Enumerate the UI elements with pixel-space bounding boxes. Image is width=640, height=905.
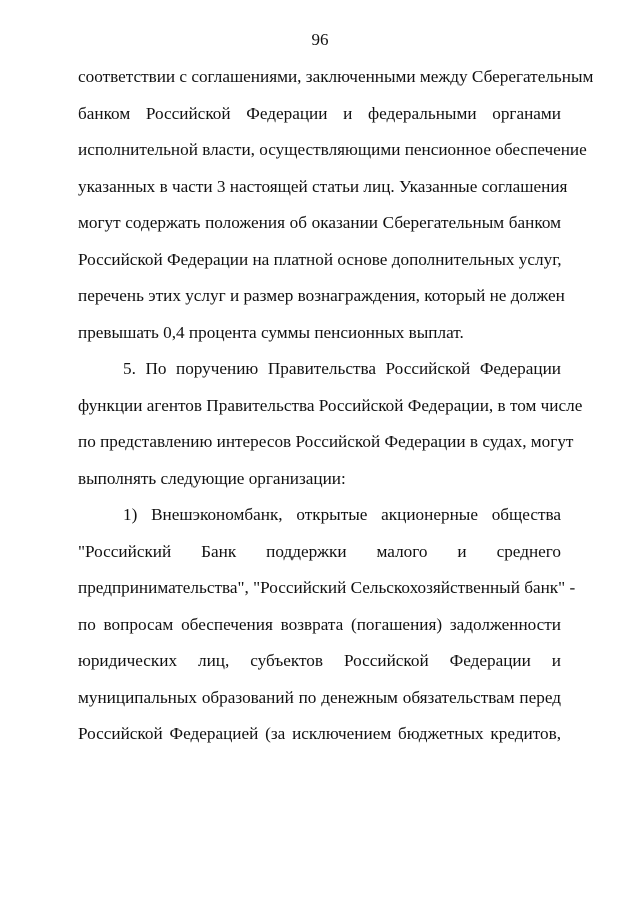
text-line: превышать 0,4 процента суммы пенсионных выплат. xyxy=(78,322,464,342)
text-line: выполнять следующие организации: xyxy=(78,468,346,488)
text-line: 1) Внешэкономбанк, открытые акционерные общества xyxy=(123,505,561,524)
document-body xyxy=(78,66,594,760)
text-line: соответствии с соглашениями, заключенными между Сберегательным xyxy=(78,67,594,86)
text-line: банком Российской Федерации и федеральными органами xyxy=(78,103,561,123)
text-line: могут содержать положения об оказании Сберегательным банком xyxy=(78,213,561,232)
text-line: исполнительной власти, осуществляющими пенсионное обеспечение xyxy=(78,140,587,159)
text-line: "Российский Банк поддержки малого и среднего xyxy=(78,541,561,561)
text-line: юридических лиц, субъектов Российской Федерации и xyxy=(78,651,561,670)
text-line: 5. По поручению Правительства Российской Федерации xyxy=(123,359,561,378)
text-line: Российской Федерацией (за исключением бюджетных кредитов, xyxy=(78,724,561,743)
text-line: по представлению интересов Российской Федерации в судах, могут xyxy=(78,432,574,451)
text-line: указанных в части 3 настоящей статьи лиц. Указанные соглашения xyxy=(78,176,568,196)
text-line: муниципальных образований по денежным обязательствам перед xyxy=(78,687,561,707)
page-number: 96 xyxy=(311,30,329,49)
text-line: функции агентов Правительства Российской Федерации, в том числе xyxy=(78,395,583,415)
text-line: перечень этих услуг и размер вознаграждения, который не должен xyxy=(78,286,565,305)
text-line: предпринимательства", "Российский Сельскохозяйственный банк" - xyxy=(78,578,576,597)
text-line: по вопросам обеспечения возврата (погашения) задолженности xyxy=(78,614,561,634)
text-line: Российской Федерации на платной основе дополнительных услуг, xyxy=(78,249,562,269)
